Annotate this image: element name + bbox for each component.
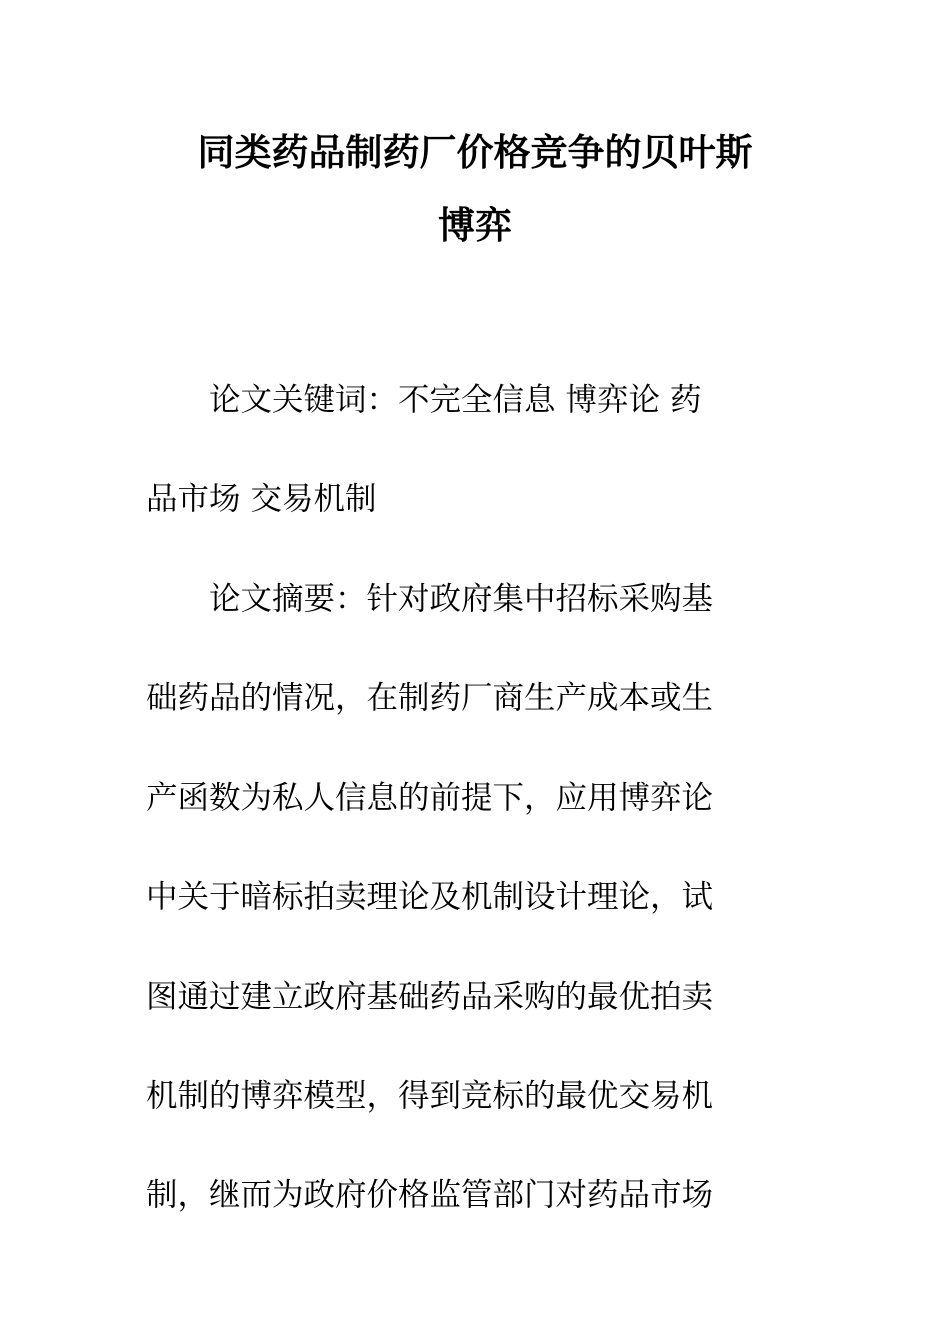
abstract-line-2: 础药品的情况，在制药厂商生产成本或生 <box>146 680 714 716</box>
abstract-line-5: 图通过建立政府基础药品采购的最优拍卖 <box>146 979 714 1015</box>
title-line-2: 博弈 <box>438 203 512 247</box>
abstract-line-6: 机制的博弈模型，得到竞标的最优交易机 <box>146 1078 714 1114</box>
keywords-line-2: 品市场 交易机制 <box>146 481 377 517</box>
abstract-line-3: 产函数为私人信息的前提下，应用博弈论 <box>146 780 714 816</box>
title-line-1: 同类药品制药厂价格竞争的贝叶斯 <box>197 130 753 174</box>
abstract-line-7: 制，继而为政府价格监管部门对药品市场 <box>146 1177 714 1213</box>
abstract-line-4: 中关于暗标拍卖理论及机制设计理论，试 <box>146 879 714 915</box>
keywords-line-1: 论文关键词：不完全信息 博弈论 药 <box>146 382 702 418</box>
abstract-line-1: 论文摘要：针对政府集中招标采购基 <box>146 581 714 617</box>
